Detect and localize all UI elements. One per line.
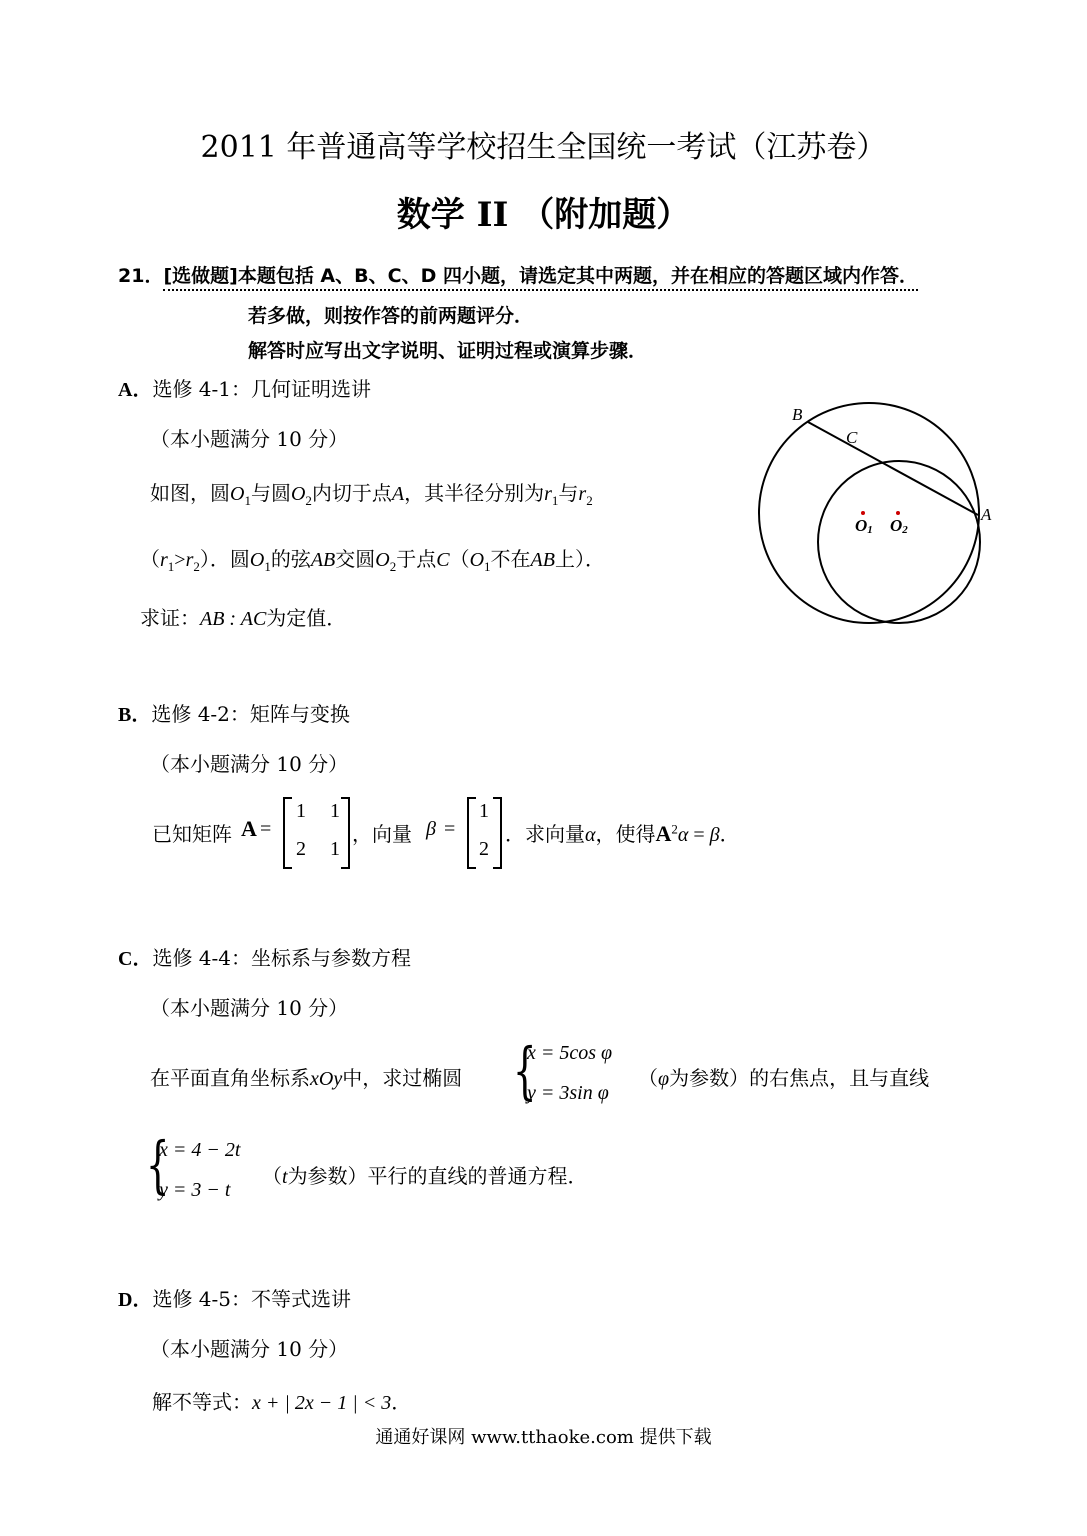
a-math-ab: AB [530,549,555,571]
a-math-r: r [544,483,552,505]
b-text: ，使得 [595,822,656,846]
vector-right-bracket [493,797,502,869]
a-math-o: O [469,549,485,571]
section-a-text-1 [150,477,593,509]
label-o1-letter: O [855,516,868,535]
a-text: 求证： [140,606,200,630]
matrix-cell: 1 [330,838,340,860]
a-sub: 2 [389,559,397,574]
a-math-a: A [391,483,405,505]
b-math-alpha: α [585,824,596,846]
a-math-ab: AB [310,549,336,571]
b-text-2: ，向量 [352,822,412,846]
c-text: 为参数）平行的直线的普通方程． [287,1164,588,1188]
a-math-r: r [578,483,587,505]
b-math-beta: β [709,824,720,846]
section-b-score: （本小题满分 10 分） [150,752,349,776]
exam-subtitle: 数学 II （附加题） [396,195,691,235]
d-text: ． [391,1390,412,1414]
a-sub: 1 [551,493,559,508]
a-sub: 1 [244,493,251,508]
section-a-score: （本小题满分 10 分） [150,427,349,451]
footer-credit: 通通好课网 www.tthaoke.com 提供下载 [375,1427,712,1448]
c-text: 中，求过椭圆 [342,1066,463,1090]
b-text-3 [505,818,740,847]
c-text-2 [638,1062,929,1091]
a-sub: 1 [167,559,175,574]
a-text: 于点 [396,547,437,571]
section-b-title: 选修 4-2：矩阵与变换 [151,702,350,726]
a-text: 内切于点 [311,481,392,505]
section-d-score: （本小题满分 10 分） [150,1337,349,1361]
instructions-line-3: 解答时应写出文字说明、证明过程或演算步骤． [248,340,648,362]
b-math-eq: = [444,818,456,840]
a-text: 的弦 [270,547,311,571]
section-c-score: （本小题满分 10 分） [150,996,349,1020]
label-o2-sub: 2 [902,524,908,536]
a-math-o: O [230,483,245,505]
section-c-heading [118,942,411,971]
b-math-eq: = [260,818,272,840]
a-math-r: r [185,549,194,571]
b-math-sq: 2 [671,821,678,837]
exam-title: 2011 年普通高等学校招生全国统一考试（江苏卷） [200,130,887,165]
a-math-gt: > [174,549,186,571]
section-a-heading [118,373,371,402]
a-math-o: O [375,549,390,571]
a-math-c: C [436,549,450,571]
section-d-label: D． [118,1289,153,1311]
a-math-o: O [249,549,265,571]
a-text: 如图，圆 [150,481,230,505]
a-sub: 1 [264,559,271,574]
a-text: （ [140,547,160,571]
center-o1-dot [861,511,865,515]
instructions-text-1: [选做题]本题包括 A、B、C、D 四小题，请选定其中两题，并在相应的答题区域内作答． [163,265,918,291]
tangent-circles-figure [750,398,1030,630]
a-sub: 2 [193,559,200,574]
c-text: 在平面直角坐标系 [150,1066,310,1090]
line-brace: { [145,1128,170,1201]
circle-o2 [818,461,980,623]
a-math-ratio: AB : AC [200,608,267,630]
d-math-expr: x + | 2x − 1 | < 3 [252,1392,392,1414]
a-text: （ [449,547,470,571]
c-eq-1: x = 5cos φ [527,1042,613,1064]
section-d-title: 选修 4-5：不等式选讲 [152,1287,352,1311]
b-math-a: A [655,821,672,846]
section-a-label: A． [118,379,153,401]
circle-o1 [759,403,979,623]
b-text: ．求向量 [505,822,585,846]
c-text-1 [150,1062,462,1091]
a-math-r: r [160,549,168,571]
a-text: 与 [558,481,579,505]
section-a-prove [140,602,346,631]
a-text: ）．圆 [199,547,250,571]
label-o2 [890,516,908,536]
label-o1 [855,516,873,536]
label-o2-letter: O [890,516,903,535]
b-math-a: A [241,816,257,841]
a-sub: 2 [305,493,312,508]
c-eq-4: y = 3 − t [159,1179,231,1201]
a-text: 不在 [490,547,531,571]
b-text: ． [719,822,740,846]
matrix-cell: 1 [296,800,306,822]
c-text: （ [638,1066,658,1090]
label-a: A [981,505,992,524]
center-o2-dot [896,511,900,515]
section-c-label: C． [118,948,153,970]
a-sub: 1 [484,559,491,574]
section-d-heading [118,1283,351,1312]
vector-cell: 2 [479,838,489,860]
matrix-right-bracket [341,797,350,869]
section-a-title: 选修 4-1：几何证明选讲 [152,377,372,401]
c-text: 为参数）的右焦点，且与直线 [669,1066,930,1090]
a-text: ，其半径分别为 [404,481,545,505]
a-text: 为定值． [266,606,347,630]
d-text-1 [152,1386,411,1415]
c-text: （ [262,1164,282,1188]
c-text-3 [262,1160,588,1189]
d-text: 解不等式： [152,1390,252,1414]
b-math-alpha: α [677,824,689,846]
instructions-line-2: 若多做，则按作答的前两题评分． [248,305,534,327]
c-math-phi: φ [658,1068,670,1090]
section-a-text-2 [140,543,605,575]
c-eq-2: y = 3sin φ [527,1082,609,1104]
vector-cell: 1 [479,800,489,822]
a-text: 上）． [554,547,605,571]
instructions-line-1 [118,261,918,288]
matrix-left-bracket [283,797,292,869]
chord-ab [808,422,978,515]
a-sub: 2 [586,493,593,508]
b-math-beta: β [426,818,436,840]
matrix-cell: 2 [296,838,306,860]
c-eq-3: x = 4 − 2t [159,1139,241,1161]
matrix-cell: 1 [330,800,340,822]
label-c: C [846,428,858,447]
vector-left-bracket [467,797,476,869]
c-math-t: t [282,1166,288,1188]
question-number: 21． [118,265,164,287]
a-text: 交圆 [335,547,376,571]
section-b-heading [118,698,350,727]
ellipse-brace: { [512,1034,537,1107]
label-o1-sub: 1 [867,524,873,536]
section-c-title: 选修 4-4：坐标系与参数方程 [152,946,412,970]
label-b: B [792,405,803,424]
c-math-xoy: xOy [310,1068,343,1090]
a-math-o: O [290,483,306,505]
a-text: 与圆 [250,481,291,505]
section-b-label: B． [118,704,152,726]
b-text-1: 已知矩阵 [152,822,232,846]
b-math-eq: = [693,824,705,846]
